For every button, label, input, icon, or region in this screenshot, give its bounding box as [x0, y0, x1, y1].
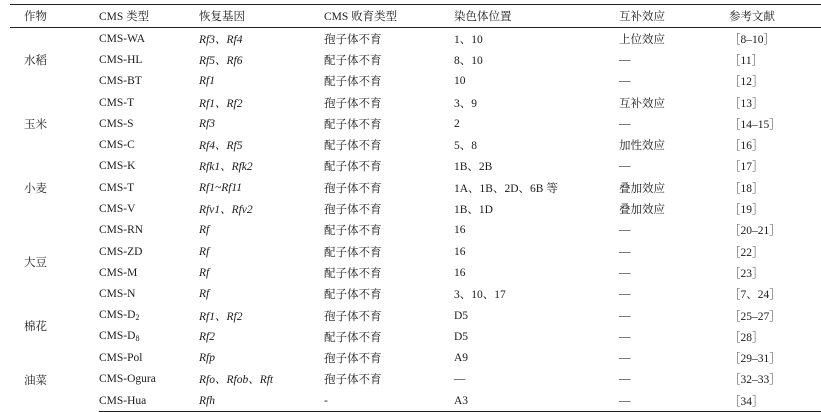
abortion-type-cell: 孢子体不育: [324, 374, 382, 387]
table-row: [10, 113, 821, 134]
cms-type-label: CMS-Hua: [99, 394, 147, 407]
abortion-type-cell: 配子体不育: [324, 331, 382, 344]
abortion-type-cell: 配子体不育: [324, 267, 382, 280]
cms-type-cell: [99, 28, 199, 50]
cms-type-label: CMS-D: [99, 330, 136, 343]
table-row: [10, 134, 821, 155]
cms-type-cell: [99, 390, 199, 412]
reference-cell: ［34］: [729, 390, 821, 412]
cms-type-cell: [99, 134, 199, 155]
cms-type-label: CMS-T: [99, 96, 135, 109]
cms-type-cell: [99, 113, 199, 134]
reference-cell: ［11］: [729, 54, 764, 67]
table-row: [10, 347, 821, 368]
crop-cell: 棉花: [24, 321, 47, 334]
cms-type-subscript: 8: [135, 334, 140, 344]
cms-type-cell: [99, 326, 199, 347]
effect-cell: 叠加效应: [619, 204, 665, 217]
abortion-type-cell: 配子体不育: [324, 118, 382, 131]
header-restorer-gene: 恢复基因: [199, 5, 324, 28]
reference-cell: ［18］: [729, 182, 764, 195]
abortion-type-cell: 孢子体不育: [324, 353, 382, 366]
chromosome-cell: A3: [454, 390, 619, 412]
table-row: [10, 284, 821, 305]
reference-cell: ［16］: [729, 140, 764, 153]
cms-type-label: CMS-ZD: [99, 245, 143, 258]
effect-cell: —: [619, 160, 631, 173]
reference-cell: ［8–10］: [729, 33, 775, 46]
restorer-gene-cell: Rf: [199, 288, 210, 301]
chromosome-cell: 16: [454, 266, 466, 279]
abortion-type-cell: 配子体不育: [324, 140, 382, 153]
table-row: [10, 305, 821, 326]
header-crop: 作物: [10, 5, 99, 28]
header-effect: 互补效应: [619, 5, 729, 28]
crop-cell: 玉米: [24, 118, 47, 131]
cms-type-label: CMS-N: [99, 288, 136, 301]
cms-type-label: CMS-RN: [99, 224, 144, 237]
abortion-type-cell: 配子体不育: [324, 54, 382, 67]
restorer-gene-cell: Rf2: [199, 330, 215, 343]
table-row: [10, 390, 821, 412]
effect-cell: —: [619, 75, 631, 88]
header-cms-type: CMS 类型: [99, 5, 199, 28]
cms-type-cell: [99, 92, 199, 113]
restorer-gene-cell: Rfh: [199, 390, 324, 412]
table-header-row: [10, 5, 821, 28]
restorer-gene-cell: Rf1、Rf2: [199, 97, 243, 110]
effect-cell: —: [619, 330, 631, 343]
chromosome-cell: 1B、2B: [454, 161, 493, 174]
reference-cell: ［28］: [729, 331, 764, 344]
table-row: [10, 92, 821, 113]
cms-type-cell: [99, 177, 199, 198]
chromosome-cell: 10: [454, 75, 466, 88]
crop-cell: 油菜: [24, 374, 47, 387]
cms-type-cell: [99, 305, 199, 326]
cms-type-label: CMS-S: [99, 117, 134, 130]
effect-cell: —: [619, 288, 631, 301]
chromosome-cell: 1A、1B、2D、6B 等: [454, 182, 558, 195]
cms-type-cell: [99, 284, 199, 305]
cms-type-label: CMS-T: [99, 181, 135, 194]
abortion-type-cell: 配子体不育: [324, 225, 382, 238]
reference-cell: ［32–33］: [729, 374, 781, 387]
reference-cell: ［25–27］: [729, 310, 781, 323]
table-row: [10, 177, 821, 198]
abortion-type-cell: 配子体不育: [324, 161, 382, 174]
effect-cell: 加性效应: [619, 140, 665, 153]
reference-cell: ［19］: [729, 204, 764, 217]
chromosome-cell: 5、8: [454, 140, 477, 153]
abortion-type-cell: 孢子体不育: [324, 33, 382, 46]
chromosome-cell: D5: [454, 309, 469, 322]
cms-type-cell: [99, 220, 199, 241]
reference-cell: ［23］: [729, 267, 764, 280]
restorer-gene-cell: Rf: [199, 266, 210, 279]
effect-cell: —: [619, 245, 631, 258]
restorer-gene-cell: Rf4、Rf5: [199, 140, 243, 153]
effect-cell: —: [619, 352, 631, 365]
abortion-type-cell: -: [324, 390, 454, 412]
table-row: [10, 241, 821, 262]
abortion-type-cell: 孢子体不育: [324, 182, 382, 195]
reference-cell: ［17］: [729, 161, 764, 174]
chromosome-cell: 16: [454, 224, 466, 237]
chromosome-cell: 3、10、17: [454, 289, 506, 302]
crop-cell: 小麦: [24, 182, 47, 195]
cms-type-cell: [99, 262, 199, 283]
table-row: [10, 71, 821, 92]
header-abortion-type: CMS 败育类型: [324, 5, 454, 28]
cms-type-label: CMS-Ogura: [99, 373, 156, 386]
cms-type-subscript: 2: [135, 313, 140, 322]
table-row: [10, 262, 821, 283]
effect-cell: 互补效应: [619, 97, 665, 110]
restorer-gene-cell: Rf1: [199, 75, 215, 88]
cms-type-cell: [99, 198, 199, 219]
cms-type-label: CMS-Pol: [99, 352, 143, 365]
cms-type-label: CMS-D: [99, 309, 136, 321]
cms-type-label: CMS-HL: [99, 53, 143, 66]
restorer-gene-cell: Rf: [199, 224, 210, 237]
effect-cell: —: [619, 373, 631, 386]
abortion-type-cell: 配子体不育: [324, 289, 382, 302]
chromosome-cell: 1B、1D: [454, 204, 493, 217]
chromosome-cell: 1、10: [454, 33, 483, 46]
reference-cell: ［29–31］: [729, 353, 781, 366]
abortion-type-cell: 孢子体不育: [324, 310, 382, 323]
restorer-gene-cell: Rfp: [199, 352, 215, 365]
crop-cell: 水稻: [24, 54, 47, 67]
table-body: [10, 28, 821, 412]
cms-type-label: CMS-C: [99, 139, 135, 152]
restorer-gene-cell: Rf5、Rf6: [199, 54, 243, 67]
crop-cell: 大豆: [24, 257, 47, 270]
chromosome-cell: A9: [454, 352, 469, 365]
abortion-type-cell: 配子体不育: [324, 246, 382, 259]
effect-cell: —: [619, 309, 631, 322]
chromosome-cell: 3、9: [454, 97, 477, 110]
chromosome-cell: 8、10: [454, 54, 483, 67]
effect-cell: —: [619, 117, 631, 130]
effect-cell: —: [619, 53, 631, 66]
restorer-gene-cell: Rfv1、Rfv2: [199, 204, 253, 217]
abortion-type-cell: 配子体不育: [324, 76, 382, 89]
reference-cell: ［14–15］: [729, 118, 781, 131]
cms-type-label: CMS-V: [99, 203, 136, 216]
reference-cell: ［20–21］: [729, 225, 781, 238]
restorer-gene-cell: Rfk1、Rfk2: [199, 161, 253, 174]
cms-restorer-table: [10, 4, 821, 412]
table-row: [10, 198, 821, 219]
reference-cell: ［12］: [729, 76, 764, 89]
table-row: [10, 326, 821, 347]
effect-cell: —: [619, 390, 729, 412]
restorer-gene-cell: Rf1、Rf2: [199, 310, 243, 323]
cms-type-label: CMS-M: [99, 266, 138, 279]
cms-type-cell: [99, 347, 199, 368]
cms-type-label: CMS-WA: [99, 32, 146, 45]
effect-cell: —: [619, 266, 631, 279]
reference-cell: ［22］: [729, 246, 764, 259]
reference-cell: ［7、24］: [729, 289, 781, 302]
table-row: [10, 28, 821, 50]
cms-type-cell: [99, 369, 199, 390]
chromosome-cell: 16: [454, 245, 466, 258]
cms-type-cell: [99, 71, 199, 92]
cms-type-cell: [99, 241, 199, 262]
table-row: [10, 156, 821, 177]
abortion-type-cell: 孢子体不育: [324, 97, 382, 110]
effect-cell: —: [619, 224, 631, 237]
header-reference: 参考文献: [729, 5, 821, 28]
effect-cell: 叠加效应: [619, 182, 665, 195]
cms-type-cell: [99, 49, 199, 70]
chromosome-cell: 2: [454, 117, 460, 130]
restorer-gene-cell: Rfo、Rfob、Rft: [199, 374, 274, 387]
reference-cell: ［13］: [729, 97, 764, 110]
restorer-gene-cell: Rf3、Rf4: [199, 33, 243, 46]
chromosome-cell: —: [454, 373, 466, 386]
restorer-gene-cell: Rf1~Rf11: [199, 181, 243, 194]
header-chromosome: 染色体位置: [454, 5, 619, 28]
table-row: [10, 220, 821, 241]
cms-type-label: CMS-K: [99, 160, 136, 173]
restorer-gene-cell: Rf: [199, 245, 210, 258]
chromosome-cell: D5: [454, 330, 469, 343]
restorer-gene-cell: Rf3: [199, 117, 215, 130]
effect-cell: 上位效应: [619, 33, 665, 46]
cms-type-label: CMS-BT: [99, 75, 142, 88]
abortion-type-cell: 孢子体不育: [324, 204, 382, 217]
cms-type-cell: [99, 156, 199, 177]
table-row: [10, 369, 821, 390]
table-row: [10, 49, 821, 70]
